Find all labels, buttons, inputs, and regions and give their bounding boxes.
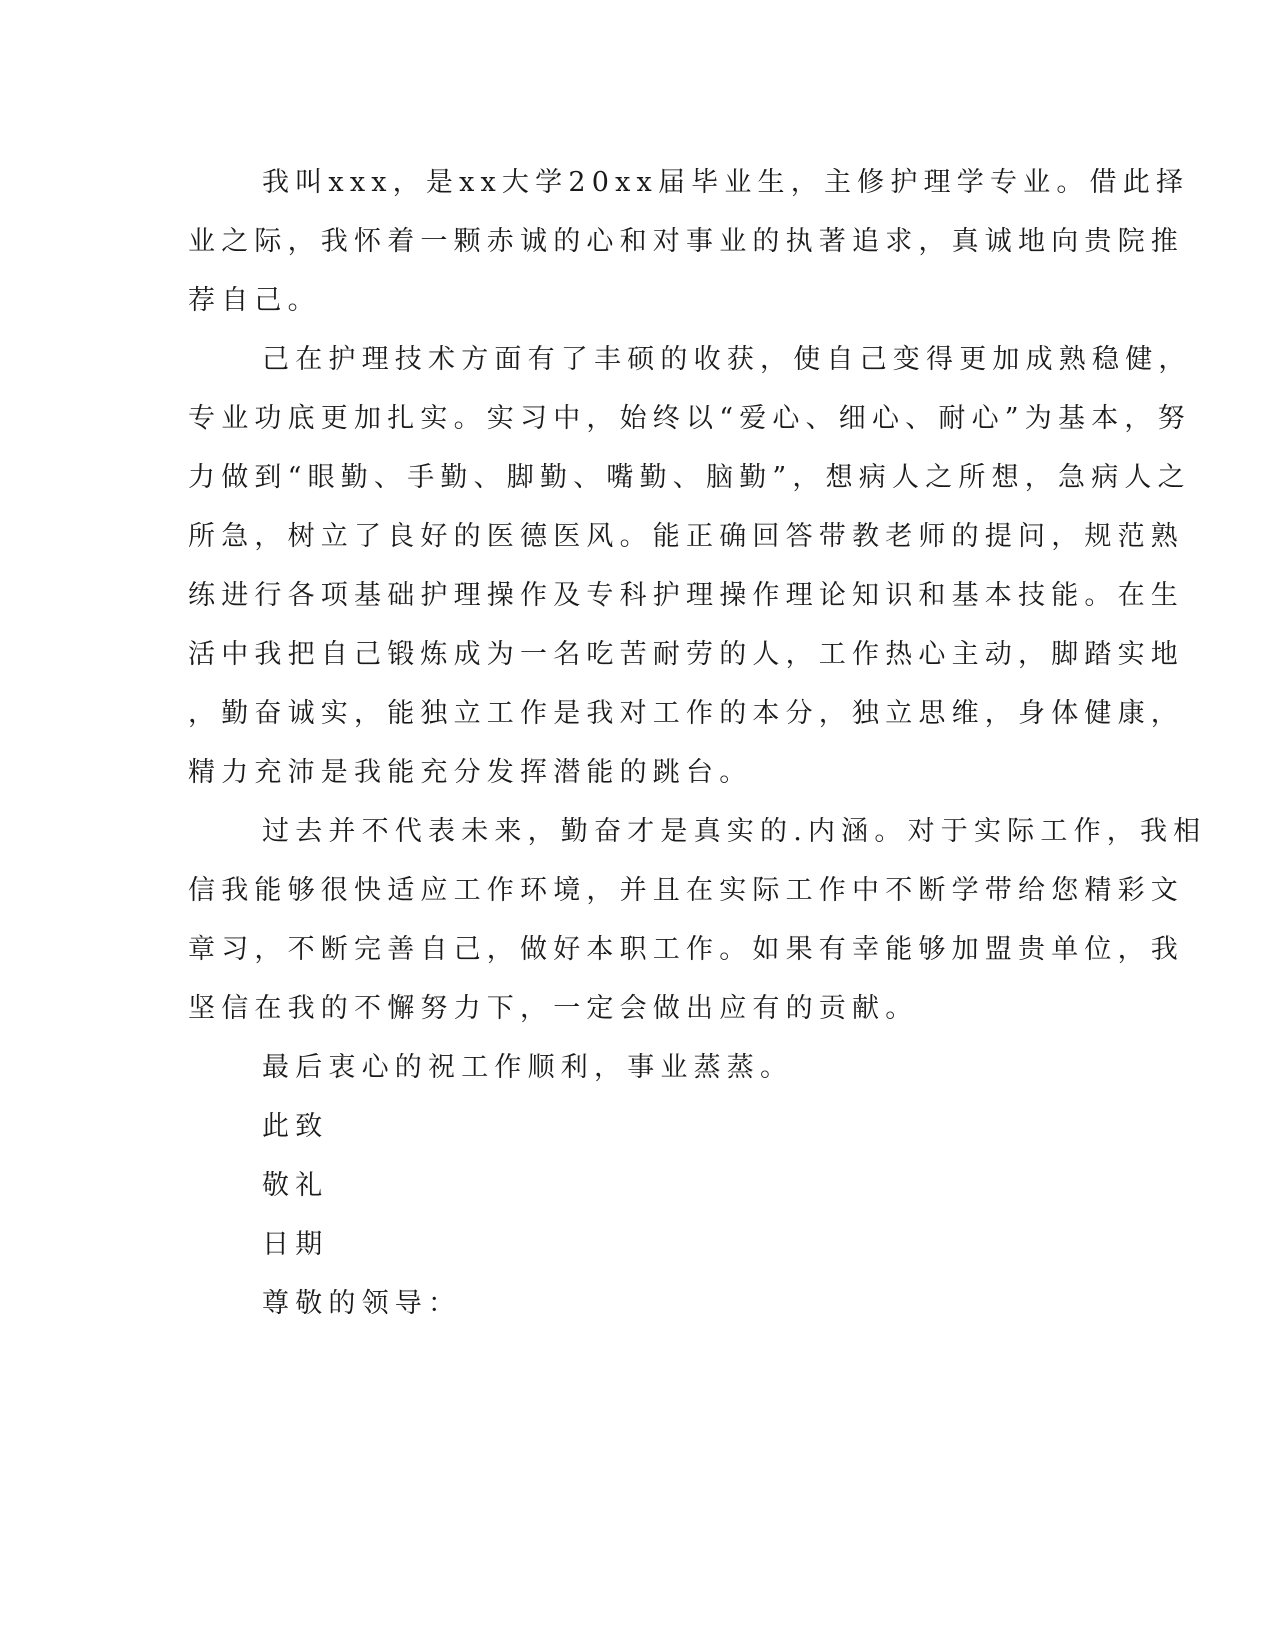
- paragraph-2-line-2: 专业功底更加扎实。实习中，始终以“爱心、细心、耐心”为基本，努: [188, 403, 1191, 434]
- salutation-jingli: 敬礼: [262, 1170, 329, 1201]
- paragraph-2-line-6: 活中我把自己锻炼成为一名吃苦耐劳的人，工作热心主动，脚踏实地: [188, 639, 1184, 670]
- paragraph-3-line-3: 章习，不断完善自己，做好本职工作。如果有幸能够加盟贵单位，我: [188, 934, 1184, 965]
- paragraph-3-line-4: 坚信在我的不懈努力下，一定会做出应有的贡献。: [188, 993, 919, 1024]
- closing-wish: 最后衷心的祝工作顺利，事业蒸蒸。: [262, 1052, 794, 1083]
- paragraph-2-line-7: ，勤奋诚实，能独立工作是我对工作的本分，独立思维，身体健康，: [188, 698, 1184, 729]
- paragraph-3-line-2: 信我能够很快适应工作环境，并且在实际工作中不断学带给您精彩文: [188, 875, 1184, 906]
- greeting: 尊敬的领导：: [262, 1288, 462, 1319]
- paragraph-2-line-4: 所急，树立了良好的医德医风。能正确回答带教老师的提问，规范熟: [188, 521, 1184, 552]
- paragraph-3-line-1: 过去并不代表未来，勤奋才是真实的.内涵。对于实际工作，我相: [262, 816, 1207, 847]
- paragraph-2-line-1: 己在护理技术方面有了丰硕的收获，使自己变得更加成熟稳健，: [262, 344, 1192, 375]
- date-label: 日期: [262, 1229, 329, 1260]
- paragraph-2-line-5: 练进行各项基础护理操作及专科护理操作理论知识和基本技能。在生: [188, 580, 1184, 611]
- paragraph-2-line-3: 力做到“眼勤、手勤、脚勤、嘴勤、脑勤”，想病人之所想，急病人之: [188, 462, 1191, 493]
- paragraph-1-line-1: 我叫xxx，是xx大学20xx届毕业生，主修护理学专业。借此择: [262, 167, 1190, 198]
- paragraph-2-line-8: 精力充沛是我能充分发挥潜能的跳台。: [188, 757, 753, 788]
- paragraph-1-line-3: 荐自己。: [188, 285, 321, 316]
- salutation-cizhi: 此致: [262, 1111, 329, 1142]
- paragraph-1-line-2: 业之际，我怀着一颗赤诚的心和对事业的执著追求，真诚地向贵院推: [188, 226, 1184, 257]
